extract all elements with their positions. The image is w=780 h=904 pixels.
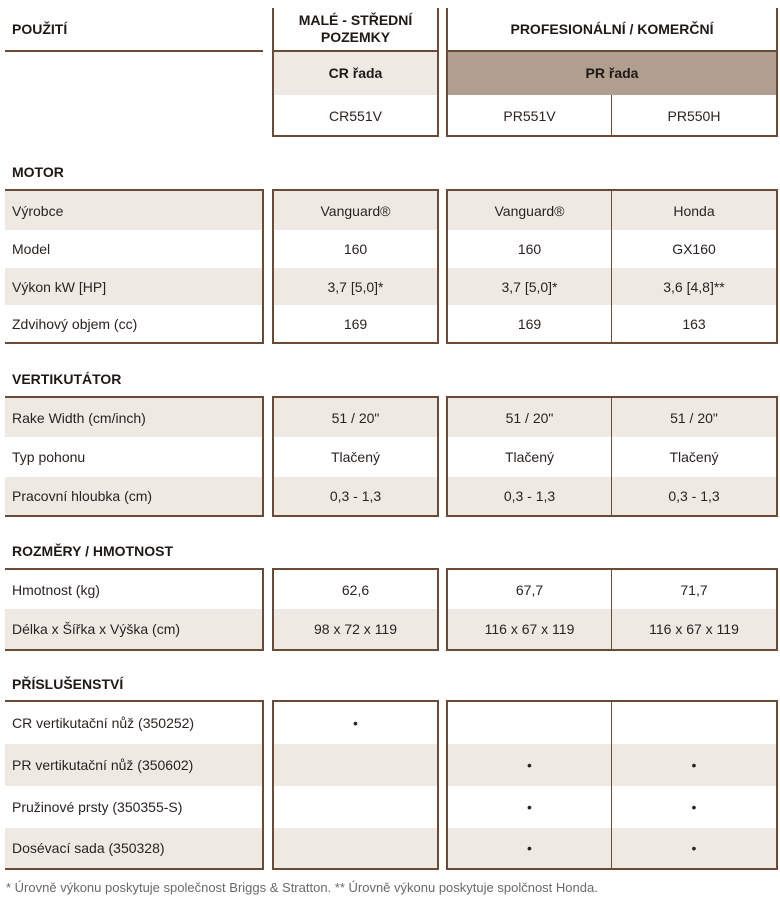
value-cr551v: 62,6 [341, 581, 370, 598]
value-pr551v: 160 [517, 241, 542, 257]
row-label: CR vertikutační nůž (350252) [12, 715, 195, 731]
value-pr550h: GX160 [672, 241, 716, 257]
value-pr550h: 51 / 20" [670, 409, 718, 426]
value-pr551v: 3,7 [5,0]* [501, 278, 558, 295]
value-cr551v: Vanguard® [320, 202, 391, 219]
row-label: Rake Width (cm/inch) [12, 409, 146, 426]
table-border [776, 396, 778, 517]
value-cr551v: • [353, 715, 358, 731]
table-border [437, 568, 439, 651]
table-border [446, 135, 778, 137]
model-pr550h: PR550H [667, 107, 721, 124]
group-small-medium: MALÉ - STŘEDNÍ POZEMKY [298, 12, 413, 45]
row-label: Délka x Šířka x Výška (cm) [12, 621, 181, 637]
series-pr: PR řada [585, 65, 639, 81]
value-pr551v: 67,7 [515, 581, 544, 598]
table-border [776, 8, 778, 137]
value-cr551v: 169 [343, 315, 368, 332]
value-pr551v: 116 x 67 x 119 [484, 621, 575, 637]
group-professional: PROFESIONÁLNÍ / KOMERČNÍ [510, 20, 714, 37]
value-pr551v: Vanguard® [494, 202, 565, 219]
table-border [272, 649, 439, 651]
value-pr550h: 71,7 [680, 581, 708, 598]
table-border [776, 189, 778, 344]
row-label: Zdvihový objem (cc) [12, 315, 138, 332]
table-border [5, 342, 263, 344]
model-cr551v: CR551V [329, 107, 382, 124]
table-border [446, 868, 778, 870]
value-cr551v [274, 786, 437, 828]
value-pr551v: 169 [517, 315, 542, 332]
section-title-dimensions: ROZMĚRY / HMOTNOST [12, 543, 173, 559]
table-border [272, 868, 439, 870]
series-cr: CR řada [328, 65, 383, 81]
value-cr551v: 3,7 [5,0]* [327, 278, 384, 295]
table-border [262, 189, 264, 344]
value-pr551v [448, 702, 611, 744]
value-cr551v: Tlačený [330, 449, 381, 465]
table-border [437, 396, 439, 517]
value-pr550h [612, 702, 776, 744]
row-label: Pružinové prsty (350355-S) [12, 799, 183, 815]
table-border [262, 568, 264, 651]
section-title-vertikutator: VERTIKUTÁTOR [12, 371, 122, 387]
value-cr551v [274, 744, 437, 786]
value-pr550h: 0,3 - 1,3 [668, 488, 720, 504]
table-border [272, 135, 439, 137]
table-border [5, 50, 263, 52]
row-label: Výkon kW [HP] [12, 278, 107, 295]
table-border [776, 568, 778, 651]
value-pr551v: • [527, 757, 532, 773]
footnote: * Úrovně výkonu poskytuje společnost Briggs & Stratton. ** Úrovně výkonu poskytuje spolčnost Honda. [6, 880, 598, 895]
table-border [262, 700, 264, 870]
table-border [272, 342, 439, 344]
table-border [437, 189, 439, 344]
value-pr550h: 163 [682, 315, 706, 332]
value-pr550h: • [691, 840, 697, 856]
row-label: Pracovní hloubka (cm) [12, 488, 153, 504]
table-border [446, 649, 778, 651]
table-border [446, 515, 778, 517]
value-cr551v: 0,3 - 1,3 [329, 488, 382, 504]
row-label: Hmotnost (kg) [12, 581, 100, 598]
table-border [446, 342, 778, 344]
value-pr550h: 116 x 67 x 119 [649, 621, 739, 637]
use-label: POUŽITÍ [12, 20, 68, 37]
value-cr551v [274, 828, 437, 868]
value-pr551v: • [527, 799, 532, 815]
value-pr551v: Tlačený [504, 449, 555, 465]
value-cr551v: 98 x 72 x 119 [313, 621, 398, 637]
table-border [5, 868, 263, 870]
table-border [437, 700, 439, 870]
model-pr551v: PR551V [503, 107, 556, 124]
value-cr551v: 51 / 20" [331, 409, 380, 426]
value-pr550h: Honda [673, 202, 715, 219]
table-border [262, 396, 264, 517]
value-pr551v: • [527, 840, 532, 856]
row-label: Dosévací sada (350328) [12, 840, 165, 856]
row-label: Výrobce [12, 202, 64, 219]
section-title-accessories: PŘÍSLUŠENSTVÍ [12, 676, 124, 692]
table-border [272, 515, 439, 517]
section-title-motor: MOTOR [12, 164, 64, 180]
row-label: Typ pohonu [12, 449, 86, 465]
value-pr551v: 51 / 20" [505, 409, 554, 426]
table-border [5, 649, 263, 651]
value-pr550h: • [691, 757, 697, 773]
value-pr550h: 3,6 [4,8]** [663, 278, 725, 295]
value-pr550h: • [691, 799, 697, 815]
value-pr550h: Tlačený [669, 449, 719, 465]
row-label: PR vertikutační nůž (350602) [12, 757, 194, 773]
value-cr551v: 160 [343, 241, 368, 257]
table-border [437, 8, 439, 137]
table-border [776, 700, 778, 870]
value-pr551v: 0,3 - 1,3 [503, 488, 556, 504]
table-border [5, 515, 263, 517]
row-label: Model [12, 241, 51, 257]
